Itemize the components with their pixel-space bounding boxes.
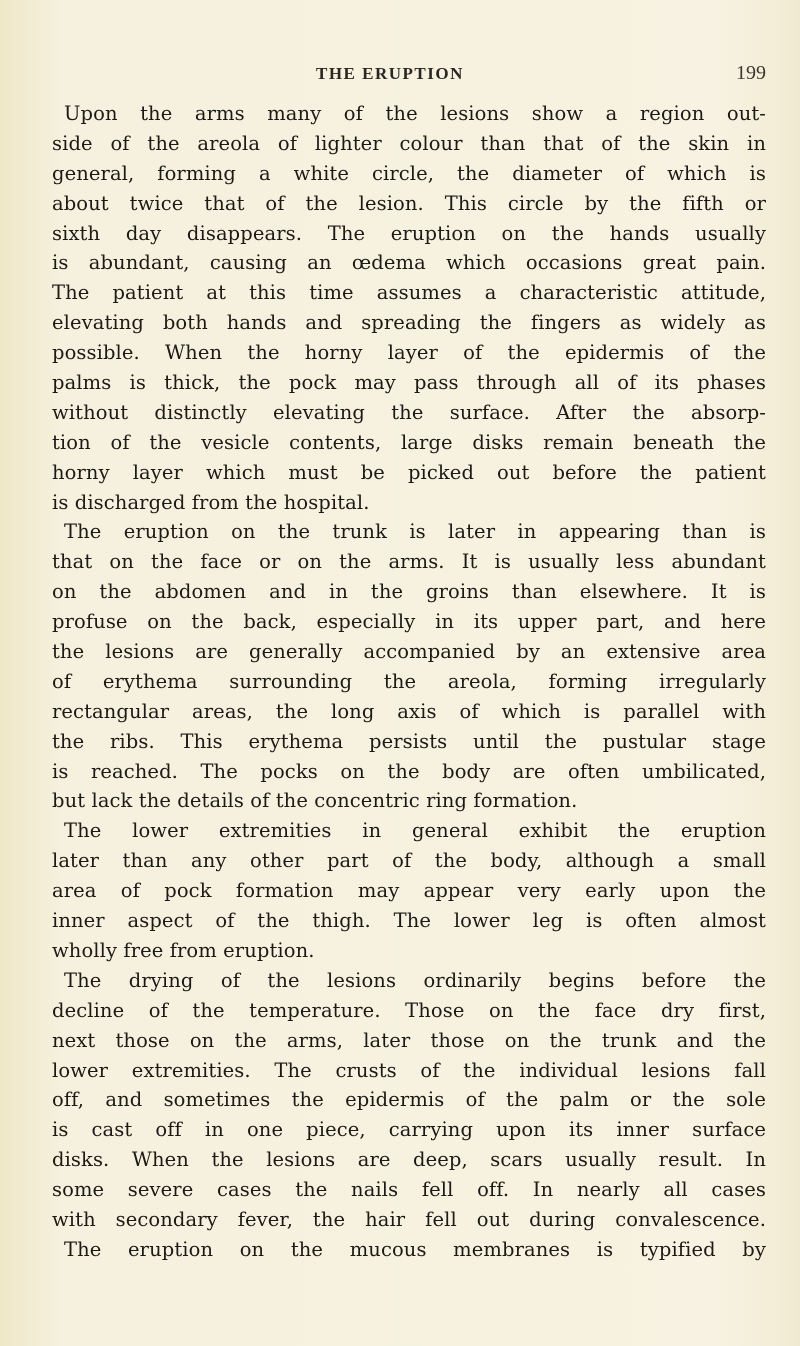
running-header	[0, 64, 800, 88]
text-line: palms is thick, the pock may pass through all of its phases	[52, 371, 766, 395]
text-line: rectangular areas, the long axis of which is parallel with	[52, 699, 766, 723]
text-line: The eruption on the trunk is later in appearing than is	[64, 520, 766, 544]
text-line: The patient at this time assumes a characteristic attitude,	[52, 281, 766, 305]
text-line: some severe cases the nails fell off. In nearly all cases	[52, 1178, 766, 1202]
text-line: off, and sometimes the epidermis of the palm or the sole	[52, 1088, 766, 1112]
text-line: is discharged from the hospital.	[52, 490, 370, 514]
text-line: The lower extremities in general exhibit the eruption	[64, 819, 766, 843]
text-line: horny layer which must be picked out before the patient	[52, 460, 766, 484]
text-line: The drying of the lesions ordinarily begins before the	[64, 968, 766, 992]
text-line: the lesions are generally accompanied by an extensive area	[52, 640, 766, 664]
text-line: but lack the details of the concentric ring formation.	[52, 789, 578, 813]
text-line: is reached. The pocks on the body are often umbilicated,	[52, 759, 766, 783]
text-line: side of the areola of lighter colour than that of the skin in	[52, 131, 766, 155]
text-line: the ribs. This erythema persists until the pustular stage	[52, 729, 766, 753]
text-line: Upon the arms many of the lesions show a region out-	[64, 102, 766, 125]
text-line: next those on the arms, later those on the trunk and the	[52, 1028, 766, 1052]
text-line: elevating both hands and spreading the fingers as widely as	[52, 311, 766, 335]
running-title: THE ERUPTION	[316, 64, 464, 83]
text-line: of erythema surrounding the areola, forming irregularly	[52, 669, 766, 693]
text-line: is cast off in one piece, carrying upon its inner surface	[52, 1118, 766, 1142]
text-line: wholly free from eruption.	[52, 938, 315, 962]
text-line: possible. When the horny layer of the epidermis of the	[52, 341, 766, 365]
text-line: inner aspect of the thigh. The lower leg is often almost	[52, 909, 766, 933]
text-line: about twice that of the lesion. This circle by the fifth or	[52, 191, 766, 215]
text-line: general, forming a white circle, the diameter of which is	[52, 161, 766, 185]
text-line: later than any other part of the body, although a small	[52, 849, 766, 873]
text-line: that on the face or on the arms. It is usually less abundant	[52, 550, 766, 574]
text-line: with secondary fever, the hair fell out during convalescence.	[52, 1207, 766, 1231]
body-text	[52, 99, 766, 1265]
text-line: profuse on the back, especially in its upper part, and here	[52, 610, 766, 634]
text-line: The eruption on the mucous membranes is typified by	[64, 1237, 766, 1261]
text-line: sixth day disappears. The eruption on the hands usually	[52, 221, 766, 245]
text-line: is abundant, causing an œdema which occasions great pain.	[52, 251, 766, 275]
text-line: lower extremities. The crusts of the individual lesions fall	[52, 1058, 766, 1082]
text-line: on the abdomen and in the groins than elsewhere. It is	[52, 580, 766, 604]
text-line: decline of the temperature. Those on the face dry first,	[52, 998, 766, 1022]
text-line: disks. When the lesions are deep, scars usually result. In	[52, 1148, 766, 1172]
text-line: tion of the vesicle contents, large disks remain beneath the	[52, 430, 766, 454]
page-number: 199	[736, 62, 766, 84]
text-line: without distinctly elevating the surface. After the absorp-	[52, 400, 766, 424]
text-line: area of pock formation may appear very early upon the	[52, 879, 766, 903]
